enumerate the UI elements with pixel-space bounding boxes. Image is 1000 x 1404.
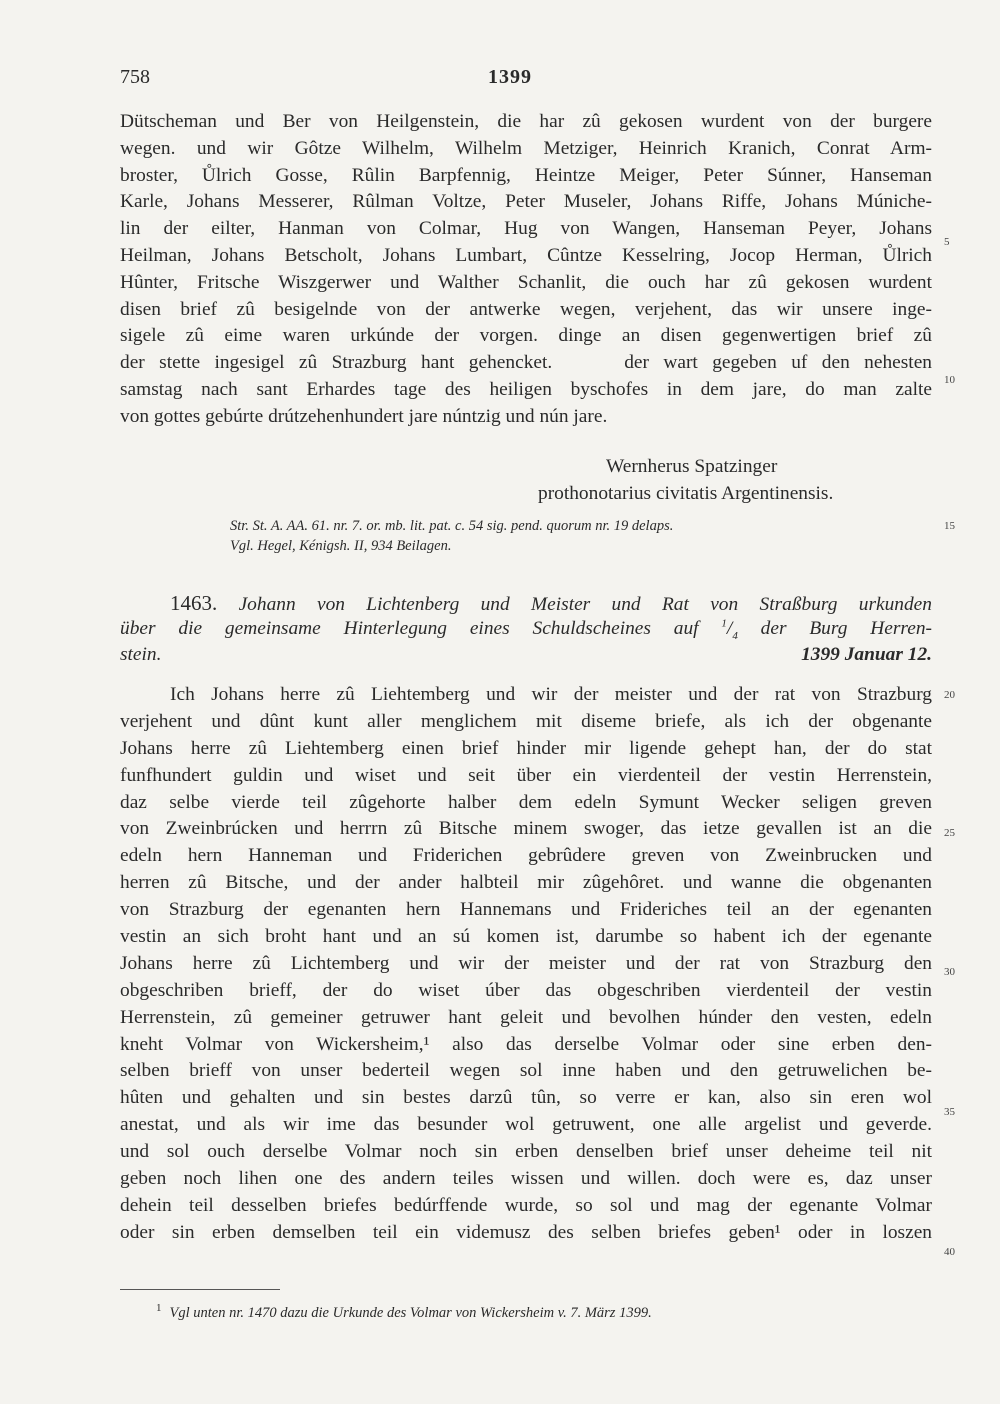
text-line: wegen. und wir Gôtze Wilhelm, Wilhelm Metziger, Heinrich Kranich, Conrat Arm- bbox=[120, 137, 932, 159]
text-line: disen brief zû besigelnde von der antwerke wegen, verjehent, das wir unsere inge- bbox=[120, 298, 932, 320]
heading-text: der Burg Herren- bbox=[760, 618, 932, 639]
text-line: edeln hern Hanneman und Friderichen gebrûdere greven von Zweinbrucken und bbox=[120, 845, 932, 867]
heading-line bbox=[120, 590, 932, 616]
text-line: Ich Johans herre zû Liehtemberg und wir der meister und der rat von Strazburg bbox=[170, 684, 932, 705]
text-line: Dütscheman und Ber von Heilgenstein, die har zû gekosen wurdent von der burgere bbox=[120, 111, 932, 132]
line-number-15: 15 bbox=[944, 520, 955, 532]
footnote-mark: 1 bbox=[156, 1302, 162, 1314]
running-head-year: 1399 bbox=[488, 66, 532, 88]
text-line: daz selbe vierde teil zûgehorte halber dem edeln Symunt Wecker seligen greven bbox=[120, 791, 932, 813]
text-line: dehein teil desselben briefes bedúrffende wurde, so sol und mag der egenante Volmar bbox=[120, 1194, 932, 1216]
heading-line: stein. bbox=[120, 644, 162, 665]
source-note-line: Vgl. Hegel, Kénigsh. II, 934 Beilagen. bbox=[230, 538, 452, 554]
text-line: von Strazburg der egenanten hern Hannemans und Frideriches teil an der egenanten bbox=[120, 899, 932, 921]
signatory-title: prothonotarius civitatis Argentinensis. bbox=[538, 483, 834, 504]
heading-text: Johann von Lichtenberg und Meister und Rat von Straßburg urkunden bbox=[238, 594, 932, 615]
text-line: geben noch lihen one des andern teiles wissen und willen. doch were es, daz unser bbox=[120, 1168, 932, 1190]
text-line: Johans herre zû Liehtemberg einen brief hinder mir ligende gehept han, der do stat bbox=[120, 737, 932, 759]
running-head bbox=[120, 66, 900, 96]
text-line: Johans herre zû Lichtemberg und wir der meister und der rat von Strazburg den bbox=[120, 952, 932, 974]
text-line: Karle, Johans Messerer, Rûlman Voltze, Peter Museler, Johans Riffe, Johans Múniche- bbox=[120, 191, 932, 213]
heading-text: über die gemeinsame Hinterlegung eines Schuldscheines auf bbox=[120, 618, 699, 639]
text-line: und sol ouch derselbe Volmar noch sin erben denselben brief unser deheime teil nit bbox=[120, 1141, 932, 1163]
line-number-35: 35 bbox=[944, 1106, 955, 1118]
text-line: Heilman, Johans Betscholt, Johans Lumbart, Cûntze Kesselring, Jocop Herman, Ůlrich bbox=[120, 244, 932, 266]
text-line: verjehent und dûnt kunt aller menglichem mit diseme briefe, als ich der obgenante bbox=[120, 710, 932, 732]
document-heading bbox=[120, 590, 932, 668]
text-line: kneht Volmar von Wickersheim,¹ also das derselbe Volmar oder sine erben den- bbox=[120, 1033, 932, 1055]
source-note bbox=[230, 516, 910, 556]
text-line: Herrenstein, zû gemeiner getruwer hant geleit und bevolhen húnder den vesten, edeln bbox=[120, 1006, 932, 1028]
footnote bbox=[156, 1302, 652, 1322]
text-line: Hûnter, Fritsche Wiszgerwer und Walther Schanlit, die ouch har zû gekosen wurdent bbox=[120, 271, 932, 293]
previous-document-text bbox=[120, 109, 932, 431]
document-body-text bbox=[120, 682, 932, 1247]
footnote-text: Vgl unten nr. 1470 dazu die Urkunde des Volmar von Wickersheim v. 7. März 1399. bbox=[169, 1304, 652, 1321]
text-line: von gottes gebúrte drútzehenhundert jare núntzig und nún jare. bbox=[120, 405, 608, 427]
text-line: von Zweinbrúcken und herrrn zû Bitsche minem swoger, das ietze gevallen ist an die bbox=[120, 818, 932, 840]
document-number: 1463. bbox=[170, 591, 218, 615]
line-number-20: 20 bbox=[944, 689, 955, 701]
line-number-10: 10 bbox=[944, 374, 955, 386]
text-line: sigele zû eime waren urkúnde der vorgen. dinge an disen gegenwertigen brief zû bbox=[120, 325, 932, 347]
line-number-25: 25 bbox=[944, 827, 955, 839]
heading-line: über die gemeinsame Hinterlegung eines Schuldscheines auf $^1/_4$ der Burg Herren- bbox=[120, 617, 932, 642]
line-number-40: 40 bbox=[944, 1246, 955, 1258]
text-line: selben brieff von unser bederteil wegen sol inne haben und den getruwelichen be- bbox=[120, 1060, 932, 1082]
signatory-name: Wernherus Spatzinger bbox=[606, 456, 778, 477]
text-line: samstag nach sant Erhardes tage des heiligen byschofes in dem jare, do man zalte bbox=[120, 378, 932, 400]
text-line: anestat, und als wir ime das besunder wol getruwent, one alle argelist und geverde. bbox=[120, 1114, 932, 1136]
text-line: broster, Ůlrich Gosse, Rûlin Barpfennig, Heintze Meiger, Peter Súnner, Hanseman bbox=[120, 164, 932, 186]
text-line: herren zû Bitsche, und der ander halbteil mir zûgehôret. und wanne die obgenanten bbox=[120, 872, 932, 894]
source-note-line: Str. St. A. AA. 61. nr. 7. or. mb. lit. pat. c. 54 sig. pend. quorum nr. 19 delaps. bbox=[230, 518, 674, 534]
text-line: lin der eilter, Hanman von Colmar, Hug von Wangen, Hanseman Peyer, Johans bbox=[120, 218, 932, 240]
page-number: 758 bbox=[120, 66, 150, 88]
line-number-30: 30 bbox=[944, 966, 955, 978]
text-line: vestin an sich broht hant und an sú komen ist, darumbe so habent ich der egenante bbox=[120, 926, 932, 948]
text-line: der stette ingesigel zû Strazburg hant gehencket. der wart gegeben uf den nehesten bbox=[120, 352, 932, 374]
fraction-denominator: 4 bbox=[732, 629, 738, 642]
document-date: 1399 Januar 12. bbox=[801, 644, 932, 665]
line-number-5: 5 bbox=[944, 236, 950, 248]
text-line: hûten und gehalten und sin bestes darzû tûn, so verre er kan, also sin eren wol bbox=[120, 1087, 932, 1109]
text-line: obgeschriben brieff, der do wiset úber das obgeschriben vierdenteil der vestin bbox=[120, 979, 932, 1001]
text-line: oder sin erben demselben teil ein videmusz des selben briefes geben¹ oder in loszen bbox=[120, 1221, 932, 1243]
fraction-numerator: 1 bbox=[721, 617, 727, 630]
footnote-divider bbox=[120, 1289, 280, 1290]
text-line: funfhundert guldin und wiset und seit über ein vierdenteil der vestin Herrenstein, bbox=[120, 764, 932, 786]
